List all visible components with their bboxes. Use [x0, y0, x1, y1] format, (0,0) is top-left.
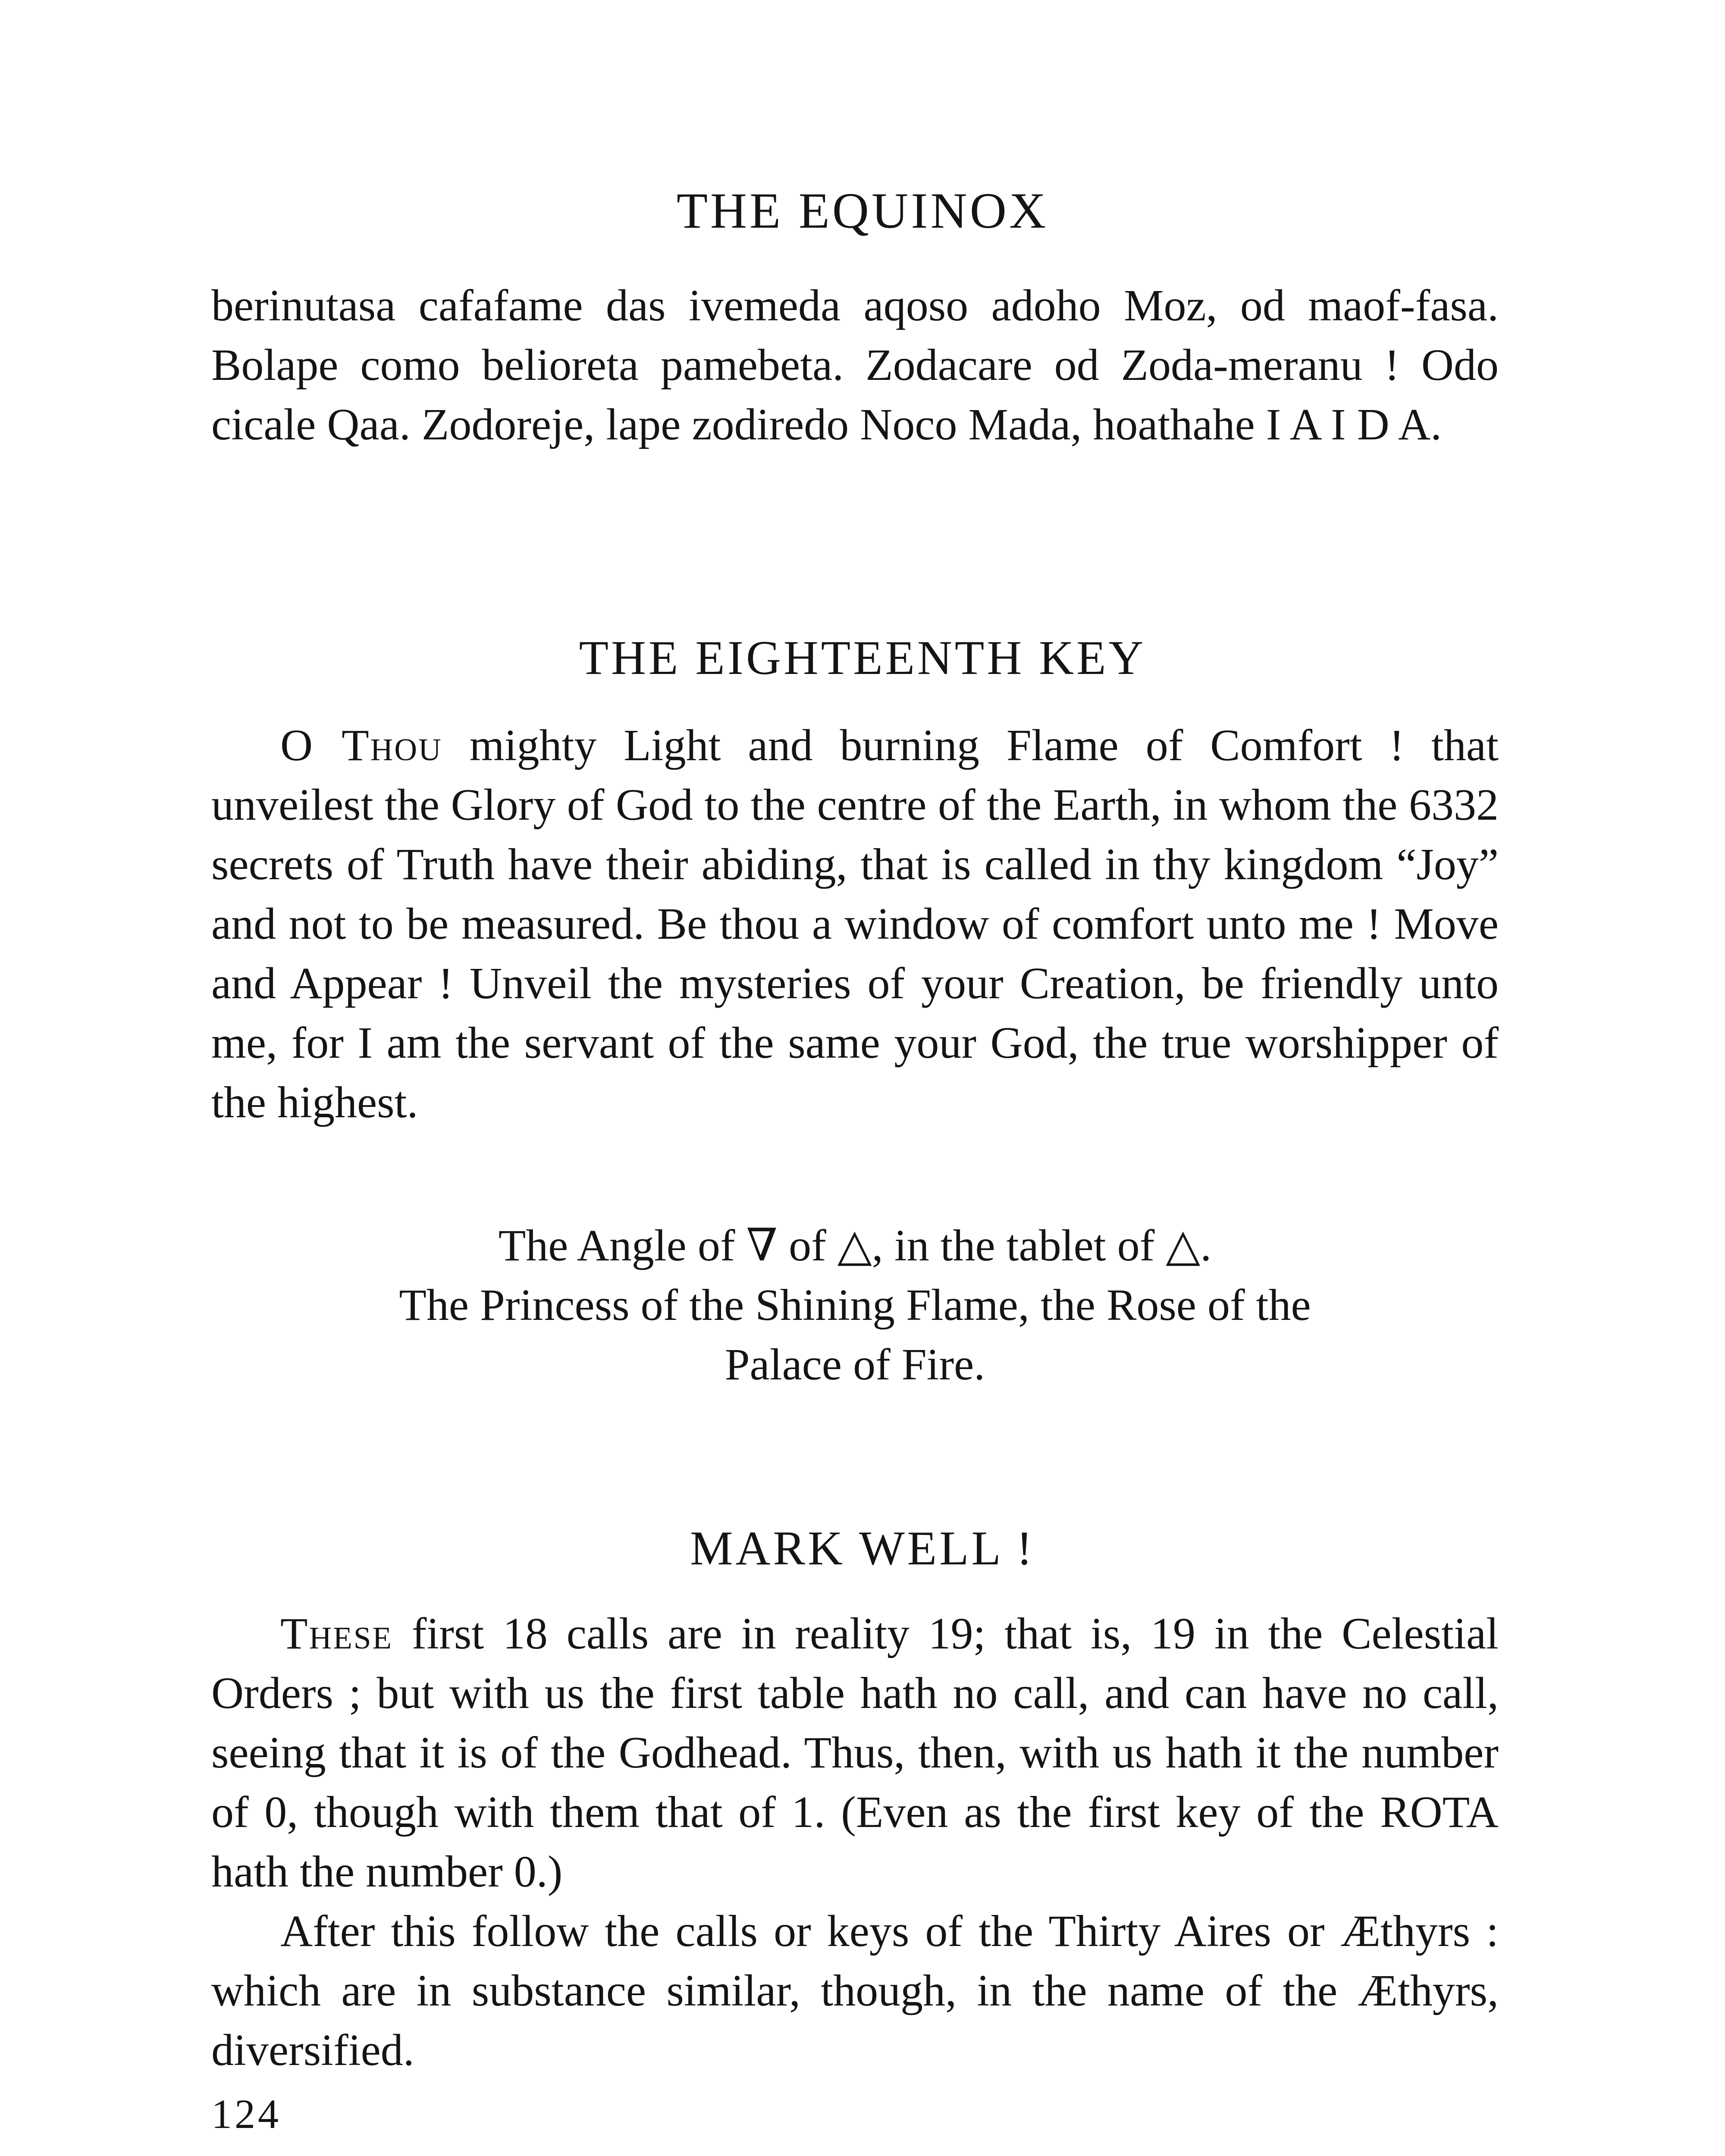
mark-well-body-1: first 18 calls are in reality 19; that is, 19 in the Celestial Orders ; but with us the first table hath no call, and can have no call, seeing that it is of the Godhead. Thus, then, with us hath it the number of 0, though with them that of 1. (Even as the first key of the ROTA hath the number 0.): [211, 1609, 1499, 1896]
continuation-block: [211, 276, 1499, 454]
page-number: 124: [211, 2091, 281, 2137]
section-heading-eighteenth-key: THE EIGHTEENTH KEY: [579, 631, 1146, 685]
eighteenth-key-paragraph: [211, 716, 1499, 1132]
continuation-paragraph: berinutasa cafafame das ivemeda aqoso adoho Moz, od maof-fasa. Bolape como belioreta pamebeta. Zodacare od Zoda-meranu ! Odo cicale Qaa. Zodoreje, lape zodiredo Noco Mada, hoathahe I A I D A.: [211, 281, 1499, 449]
opening-words: O Thou: [280, 721, 442, 770]
eighteenth-key-block: [211, 716, 1499, 1132]
opening-word: These: [280, 1609, 393, 1658]
attribution: [211, 1216, 1499, 1395]
mark-well-block: [211, 1604, 1499, 2080]
mark-well-paragraph-1: [211, 1604, 1499, 1902]
section-heading-mark-well: MARK WELL !: [690, 1522, 1035, 1575]
eighteenth-key-body: mighty Light and burning Flame of Comfort ! that unveilest the Glory of God to the centre of the Earth, in whom the 6332 secrets of Truth have their abiding, that is called in thy kingdom “Joy” and not to be measured. Be thou a window of comfort unto me ! Move and Appear ! Unveil the mysteries of your Creation, be friendly unto me, for I am the servant of the same your God, the true worshipper of the highest.: [211, 721, 1499, 1127]
running-head: THE EQUINOX: [676, 182, 1049, 239]
attribution-line: The Princess of the Shining Flame, the Rose of the: [399, 1280, 1311, 1330]
mark-well-paragraph-2: After this follow the calls or keys of the Thirty Aires or Æthyrs : which are in substance similar, though, in the name of the Æthyrs, diversified.: [211, 1906, 1499, 2075]
attribution-line: Palace of Fire.: [724, 1340, 985, 1389]
attribution-line: The Angle of ∇ of △, in the tablet of △.: [498, 1221, 1212, 1270]
